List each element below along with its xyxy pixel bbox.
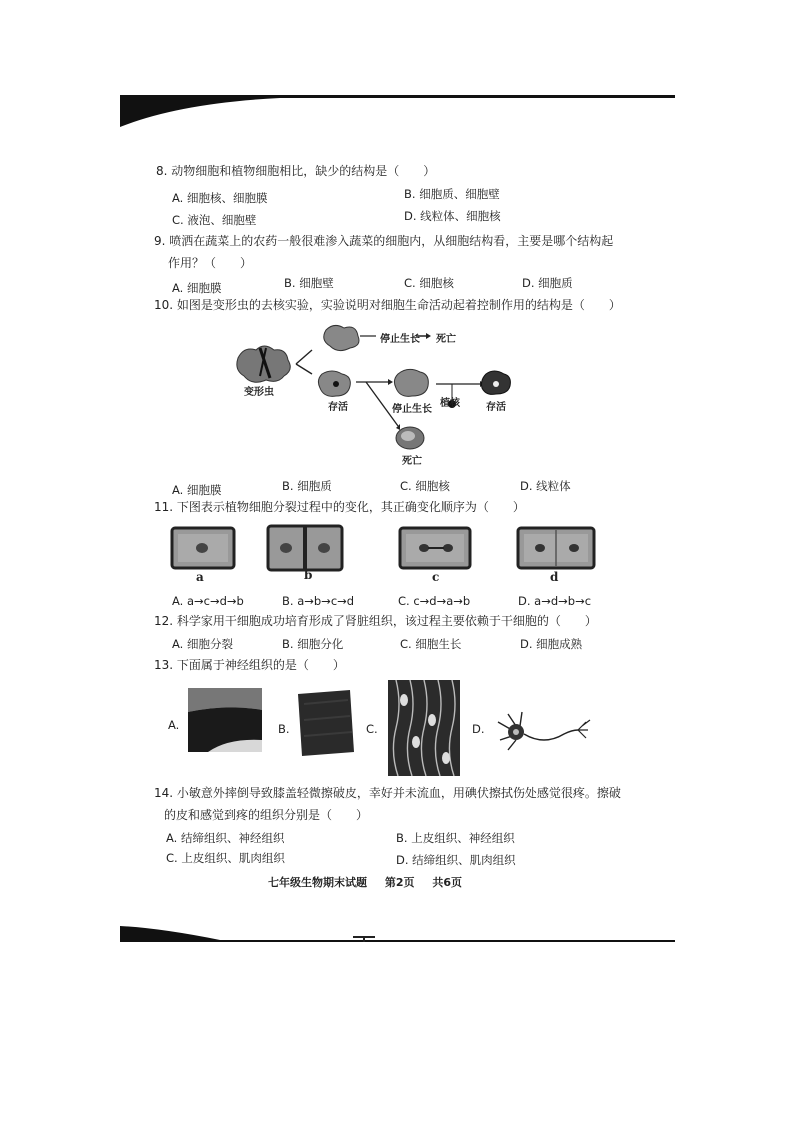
cell-division-figure — [168, 522, 612, 572]
footer-title: 七年级生物期末试题 — [268, 876, 367, 889]
q8-option-d: D. 线粒体、细胞核 — [404, 209, 501, 223]
q12-option-b: B. 细胞分化 — [282, 637, 344, 651]
label-death-top: 死亡 — [436, 334, 456, 345]
q9-option-b: B. 细胞壁 — [284, 276, 334, 290]
q14-option-d: D. 结缔组织、肌肉组织 — [396, 853, 516, 867]
q10-option-d: D. 线粒体 — [520, 479, 571, 493]
q11-option-c: C. c→d→a→b — [398, 594, 471, 608]
tissue-image-a — [188, 688, 262, 752]
question-11-stem: 11. 下图表示植物细胞分裂过程中的变化，其正确变化顺序为（ ） — [154, 500, 525, 514]
question-9-stem-line2: 作用？（ ） — [168, 256, 253, 270]
label-survive-left: 存活 — [328, 402, 348, 413]
scan-edge-bottom — [120, 926, 675, 942]
q11-option-a: A. a→c→d→b — [172, 594, 244, 608]
q14-option-a: A. 结缔组织、神经组织 — [166, 831, 285, 845]
q11-option-b: B. a→b→c→d — [282, 594, 355, 608]
label-death-bottom: 死亡 — [402, 456, 422, 467]
label-stop-growth-mid: 停止生长 — [392, 404, 432, 415]
q13-option-c-letter: C. — [366, 722, 378, 736]
question-14-stem-line2: 的皮和感觉到疼的组织分别是（ ） — [164, 808, 369, 822]
q8-option-c: C. 液泡、细胞壁 — [172, 213, 257, 227]
cell-a — [172, 528, 234, 568]
question-13-stem: 13. 下面属于神经组织的是（ ） — [154, 658, 345, 672]
cell-label-a: a — [196, 570, 204, 584]
q10-option-b: B. 细胞质 — [282, 479, 332, 493]
question-8-stem: 8. 动物细胞和植物细胞相比，缺少的结构是（ ） — [156, 164, 436, 178]
cell-label-b: b — [304, 568, 313, 582]
q11-option-d: D. a→d→b→c — [518, 594, 592, 608]
q10-option-a: A. 细胞膜 — [172, 483, 222, 497]
q13-option-b-letter: B. — [278, 722, 290, 736]
top-fragment-cell — [324, 325, 359, 350]
label-survive-right: 存活 — [486, 402, 506, 413]
q13-option-d-letter: D. — [472, 722, 485, 736]
footer-total: 共6页 — [432, 876, 462, 889]
q8-option-b: B. 细胞质、细胞壁 — [404, 187, 500, 201]
enucleated-cell — [394, 369, 428, 396]
label-stop-growth-top: 停止生长 — [380, 334, 420, 345]
q9-option-a: A. 细胞膜 — [172, 281, 222, 295]
cell-d — [518, 528, 594, 568]
page-footer — [268, 874, 476, 890]
question-12-stem: 12. 科学家用干细胞成功培育形成了肾脏组织，该过程主要依赖于干细胞的（ ） — [154, 614, 597, 628]
cell-label-c: c — [432, 570, 440, 584]
label-implant-nucleus: 植核 — [440, 398, 460, 409]
q8-option-a: A. 细胞核、细胞膜 — [172, 191, 268, 205]
question-9-stem-line1: 9. 喷洒在蔬菜上的农药一般很难渗入蔬菜的细胞内，从细胞结构看，主要是哪个结构起 — [154, 234, 614, 248]
q9-option-c: C. 细胞核 — [404, 276, 454, 290]
q13-option-a-letter: A. — [168, 718, 180, 732]
scan-edge-top — [120, 95, 675, 127]
q14-option-c: C. 上皮组织、肌肉组织 — [166, 851, 285, 865]
q14-option-b: B. 上皮组织、神经组织 — [396, 831, 515, 845]
question-14-stem-line1: 14. 小敏意外摔倒导致膝盖轻微擦破皮，幸好并未流血，用碘伏擦拭伤处感觉很疼。擦破 — [154, 786, 621, 800]
tissue-image-c — [388, 680, 460, 776]
q12-option-c: C. 细胞生长 — [400, 637, 462, 651]
q9-option-d: D. 细胞质 — [522, 276, 573, 290]
cell-b — [268, 526, 342, 570]
q12-option-a: A. 细胞分裂 — [172, 637, 233, 651]
tissue-image-b — [298, 690, 354, 756]
footer-page: 第2页 — [384, 876, 415, 889]
neuron-image-d — [494, 708, 594, 758]
cell-c — [400, 528, 470, 568]
cell-label-d: d — [550, 570, 559, 584]
q12-option-d: D. 细胞成熟 — [520, 637, 583, 651]
label-amoeba: 变形虫 — [244, 387, 274, 398]
question-10-stem: 10. 如图是变形虫的去核实验，实验说明对细胞生命活动起着控制作用的结构是（ ） — [154, 298, 621, 312]
q10-option-c: C. 细胞核 — [400, 479, 450, 493]
